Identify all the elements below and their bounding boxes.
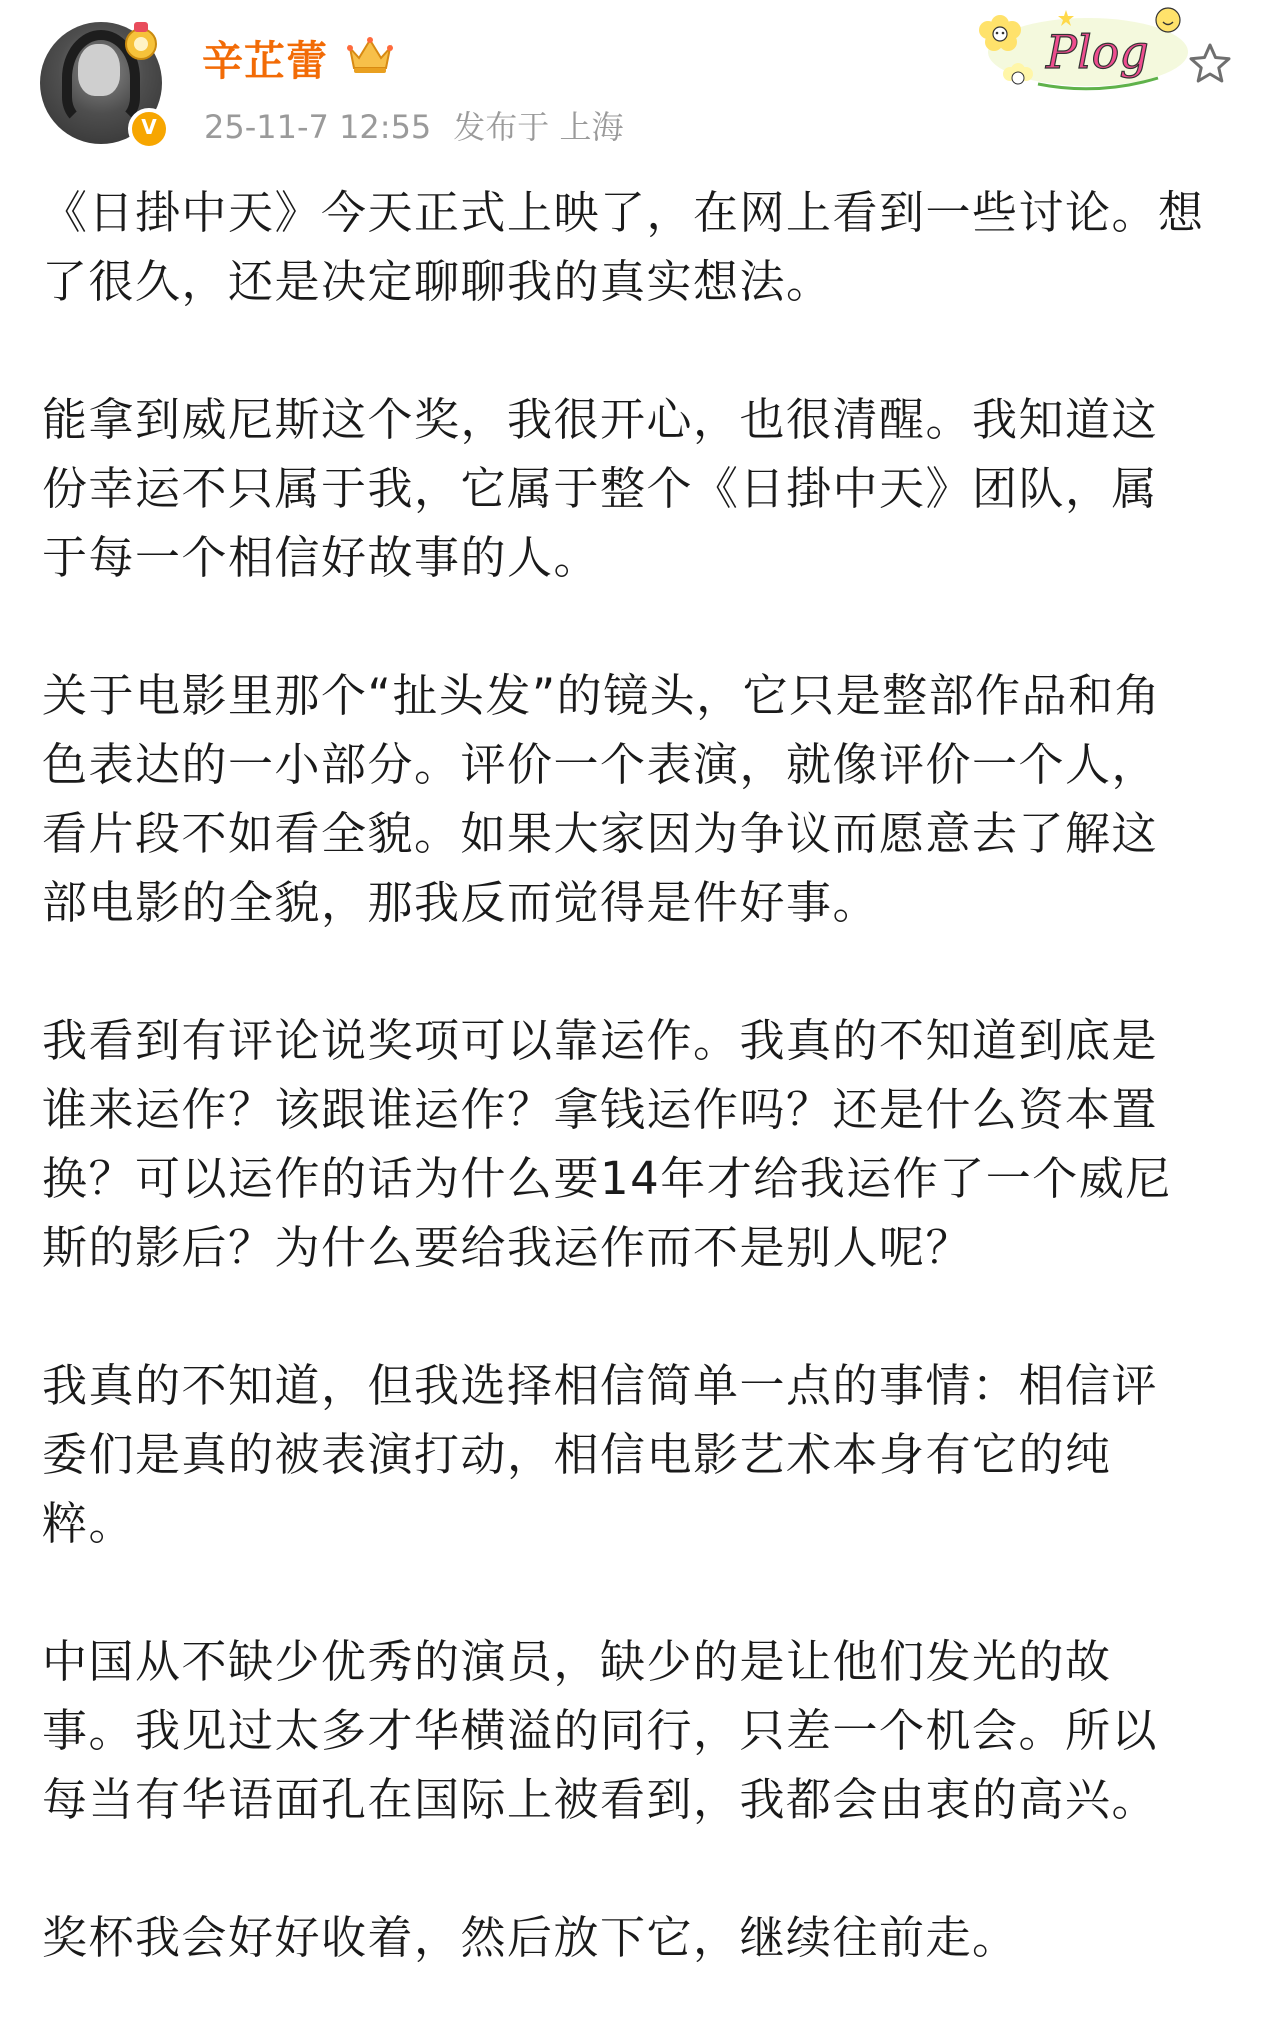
avatar-face — [78, 44, 120, 96]
avatar[interactable] — [40, 22, 162, 144]
text-line: 每当有华语面孔在国际上被看到，我都会由衷的高兴。 — [42, 1773, 1159, 1826]
text-line: 奖杯我会好好收着，然后放下它，继续往前走。 — [42, 1911, 1019, 1964]
text-line: 委们是真的被表演打动，相信电影艺术本身有它的纯 — [42, 1428, 1112, 1481]
text-line: 能拿到威尼斯这个奖，我很开心，也很清醒。我知道这 — [42, 393, 1159, 446]
text-line: 关于电影里那个“扯头发”的镜头，它只是整部作品和角 — [42, 669, 1162, 722]
text-line: 中国从不缺少优秀的演员，缺少的是让他们发光的故 — [42, 1635, 1112, 1688]
text-line: 部电影的全貌，那我反而觉得是件好事。 — [42, 876, 880, 929]
text-line: 了很久，还是决定聊聊我的真实想法。 — [42, 255, 833, 308]
text-line: 粹。 — [42, 1497, 136, 1550]
text-line: 看片段不如看全貌。如果大家因为争议而愿意去了解这 — [42, 807, 1159, 860]
text-line: 于每一个相信好故事的人。 — [42, 531, 601, 584]
post-header — [0, 0, 1277, 160]
post-meta — [204, 102, 623, 148]
post-paragraph — [42, 1351, 1242, 1558]
post-paragraph — [42, 1006, 1242, 1282]
text-line: 我看到有评论说奖项可以靠运作。我真的不知道到底是 — [42, 1014, 1159, 1067]
text-line: 《日掛中天》今天正式上映了，在网上看到一些讨论。想 — [42, 186, 1205, 239]
post-paragraph — [42, 385, 1242, 592]
text-line: 谁来运作？该跟谁运作？拿钱运作吗？还是什么资本置 — [42, 1083, 1159, 1136]
post-paragraph — [42, 1903, 1242, 1972]
username[interactable]: 辛芷蕾 — [202, 37, 328, 85]
post-date: 25-11-7 12:55 — [204, 108, 432, 146]
crown-icon — [345, 32, 395, 76]
plog-sticker-text: Plog — [1046, 25, 1149, 79]
text-line: 事。我见过太多才华横溢的同行，只差一个机会。所以 — [42, 1704, 1159, 1757]
post-paragraph — [42, 1627, 1242, 1834]
text-line: 我真的不知道，但我选择相信简单一点的事情：相信评 — [42, 1359, 1159, 1412]
text-line: 份幸运不只属于我，它属于整个《日掛中天》团队，属 — [42, 462, 1159, 515]
text-line: 换？可以运作的话为什么要14年才给我运作了一个威尼 — [42, 1152, 1172, 1205]
text-line: 色表达的一小部分。评价一个表演，就像评价一个人， — [42, 738, 1159, 791]
verified-badge-icon: V — [128, 108, 170, 150]
post-paragraph — [42, 178, 1242, 316]
plog-sticker — [958, 0, 1198, 96]
post-body — [42, 178, 1242, 2041]
post-paragraph — [42, 661, 1242, 937]
text-line: 斯的影后？为什么要给我运作而不是别人呢？ — [42, 1221, 973, 1274]
post-location: 发布于 上海 — [453, 108, 624, 146]
star-icon[interactable] — [1186, 40, 1234, 88]
avatar-pendant-icon — [118, 18, 164, 64]
